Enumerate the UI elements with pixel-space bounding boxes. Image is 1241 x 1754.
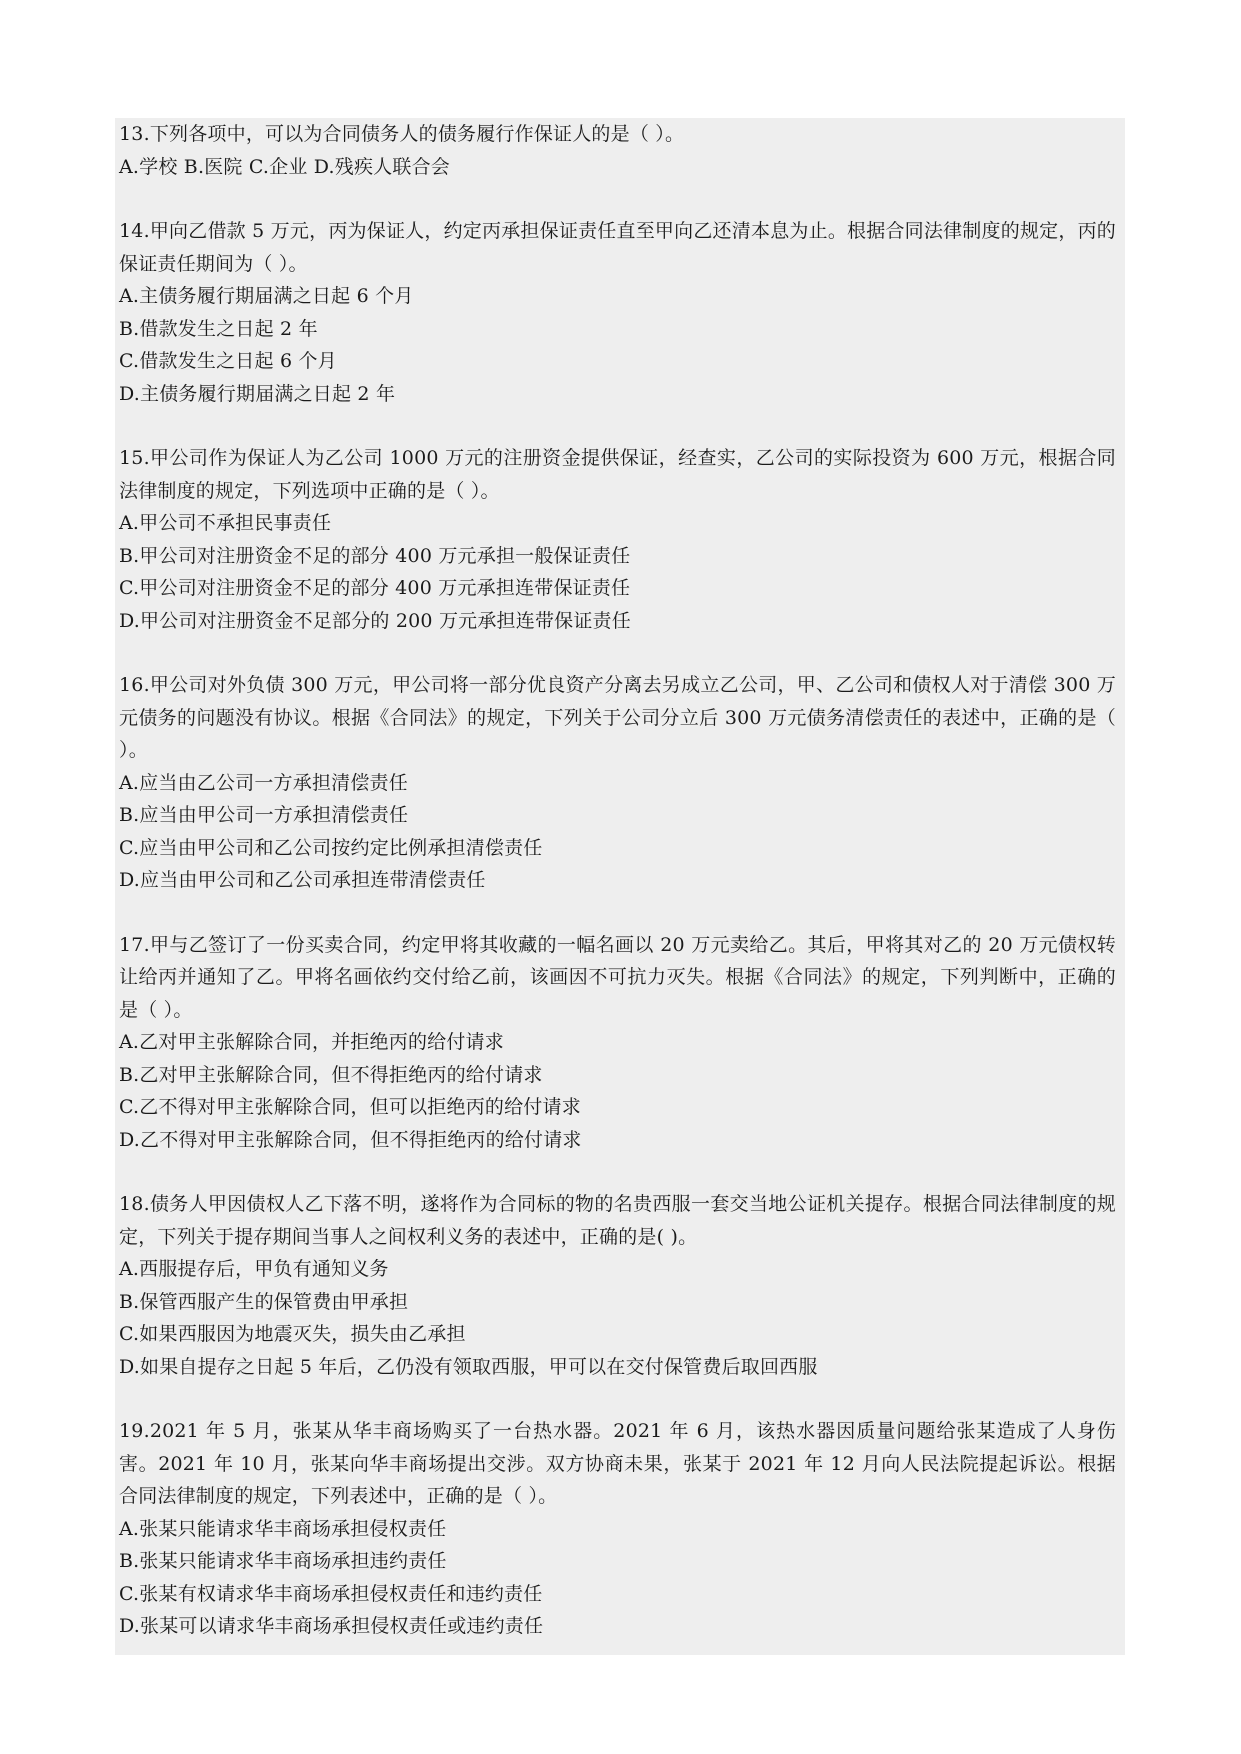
- question-13: [119, 118, 1116, 183]
- option-a: A.西服提存后，甲负有通知义务: [119, 1258, 389, 1280]
- option-d: D.如果自提存之日起 5 年后，乙仍没有领取西服，甲可以在交付保管费后取回西服: [119, 1355, 818, 1378]
- option-b: B.保管西服产生的保管费由甲承担: [119, 1290, 409, 1313]
- question-stem: 19.2021 年 5 月，张某从华丰商场购买了一台热水器。2021 年 6 月，该热水器因质量问题给张某造成了人身伤害。2021 年 10 月，张某向华丰商场提出交涉。双方协商未果，张某于 2021 年 12 月向人民法院提起诉讼。根据合同法律制度的规定，下列表述中，正确的是（ ）。: [119, 1420, 1116, 1507]
- option-c: C.甲公司对注册资金不足的部分 400 万元承担连带保证责任: [119, 577, 631, 599]
- option-c: C.应当由甲公司和乙公司按约定比例承担清偿责任: [119, 836, 543, 859]
- question-15: [119, 442, 1116, 637]
- option-c: C.如果西服因为地震灭失，损失由乙承担: [119, 1323, 466, 1345]
- option-a: A.乙对甲主张解除合同，并拒绝丙的给付请求: [119, 1031, 504, 1053]
- option-c: C.借款发生之日起 6 个月: [119, 350, 337, 372]
- option-c: C.乙不得对甲主张解除合同，但可以拒绝丙的给付请求: [119, 1096, 581, 1118]
- option-d: D.乙不得对甲主张解除合同，但不得拒绝丙的给付请求: [119, 1128, 582, 1151]
- question-17: [119, 929, 1116, 1157]
- question-14: [119, 215, 1116, 410]
- question-stem: 16.甲公司对外负债 300 万元，甲公司将一部分优良资产分离去另成立乙公司，甲、乙公司和债权人对于清偿 300 万元债务的问题没有协议。根据《合同法》的规定，下列关于公司分立后 300 万元债务清偿责任的表述中，正确的是（ ）。: [119, 674, 1116, 761]
- option-a: A.主债务履行期届满之日起 6 个月: [119, 285, 414, 307]
- question-16: [119, 669, 1116, 897]
- option-b: B.甲公司对注册资金不足的部分 400 万元承担一般保证责任: [119, 544, 631, 567]
- option-c: C.张某有权请求华丰商场承担侵权责任和违约责任: [119, 1582, 543, 1605]
- option-d: D.甲公司对注册资金不足部分的 200 万元承担连带保证责任: [119, 609, 631, 632]
- option-d: D.主债务履行期届满之日起 2 年: [119, 382, 396, 405]
- option-a: A.甲公司不承担民事责任: [119, 512, 332, 534]
- question-18: [119, 1188, 1116, 1383]
- question-stem: 13.下列各项中，可以为合同债务人的债务履行作保证人的是（ ）。: [119, 123, 685, 145]
- option-a: A.张某只能请求华丰商场承担侵权责任: [119, 1517, 447, 1540]
- question-stem: 15.甲公司作为保证人为乙公司 1000 万元的注册资金提供保证，经查实，乙公司的实际投资为 600 万元，根据合同法律制度的规定，下列选项中正确的是（ ）。: [119, 447, 1116, 502]
- question-stem: 18.债务人甲因债权人乙下落不明，遂将作为合同标的物的名贵西服一套交当地公证机关提存。根据合同法律制度的规定，下列关于提存期间当事人之间权利义务的表述中，正确的是( )。: [119, 1193, 1116, 1248]
- option-d: D.张某可以请求华丰商场承担侵权责任或违约责任: [119, 1615, 544, 1637]
- option-a: A.应当由乙公司一方承担清偿责任: [119, 771, 408, 794]
- question-options-inline: A.学校 B.医院 C.企业 D.残疾人联合会: [119, 155, 450, 178]
- question-stem: 14.甲向乙借款 5 万元，丙为保证人，约定丙承担保证责任直至甲向乙还清本息为止。根据合同法律制度的规定，丙的保证责任期间为（ ）。: [119, 220, 1116, 275]
- question-sheet: [115, 118, 1125, 1655]
- option-b: B.借款发生之日起 2 年: [119, 317, 318, 340]
- option-b: B.乙对甲主张解除合同，但不得拒绝丙的给付请求: [119, 1063, 543, 1086]
- question-stem: 17.甲与乙签订了一份买卖合同，约定甲将其收藏的一幅名画以 20 万元卖给乙。其后，甲将其对乙的 20 万元债权转让给丙并通知了乙。甲将名画依约交付给乙前，该画因不可抗力灭失。根据《合同法》的规定，下列判断中，正确的是（ ）。: [119, 933, 1116, 1021]
- option-b: B.应当由甲公司一方承担清偿责任: [119, 804, 409, 826]
- question-19: [119, 1415, 1116, 1643]
- option-b: B.张某只能请求华丰商场承担违约责任: [119, 1550, 447, 1572]
- option-d: D.应当由甲公司和乙公司承担连带清偿责任: [119, 869, 486, 891]
